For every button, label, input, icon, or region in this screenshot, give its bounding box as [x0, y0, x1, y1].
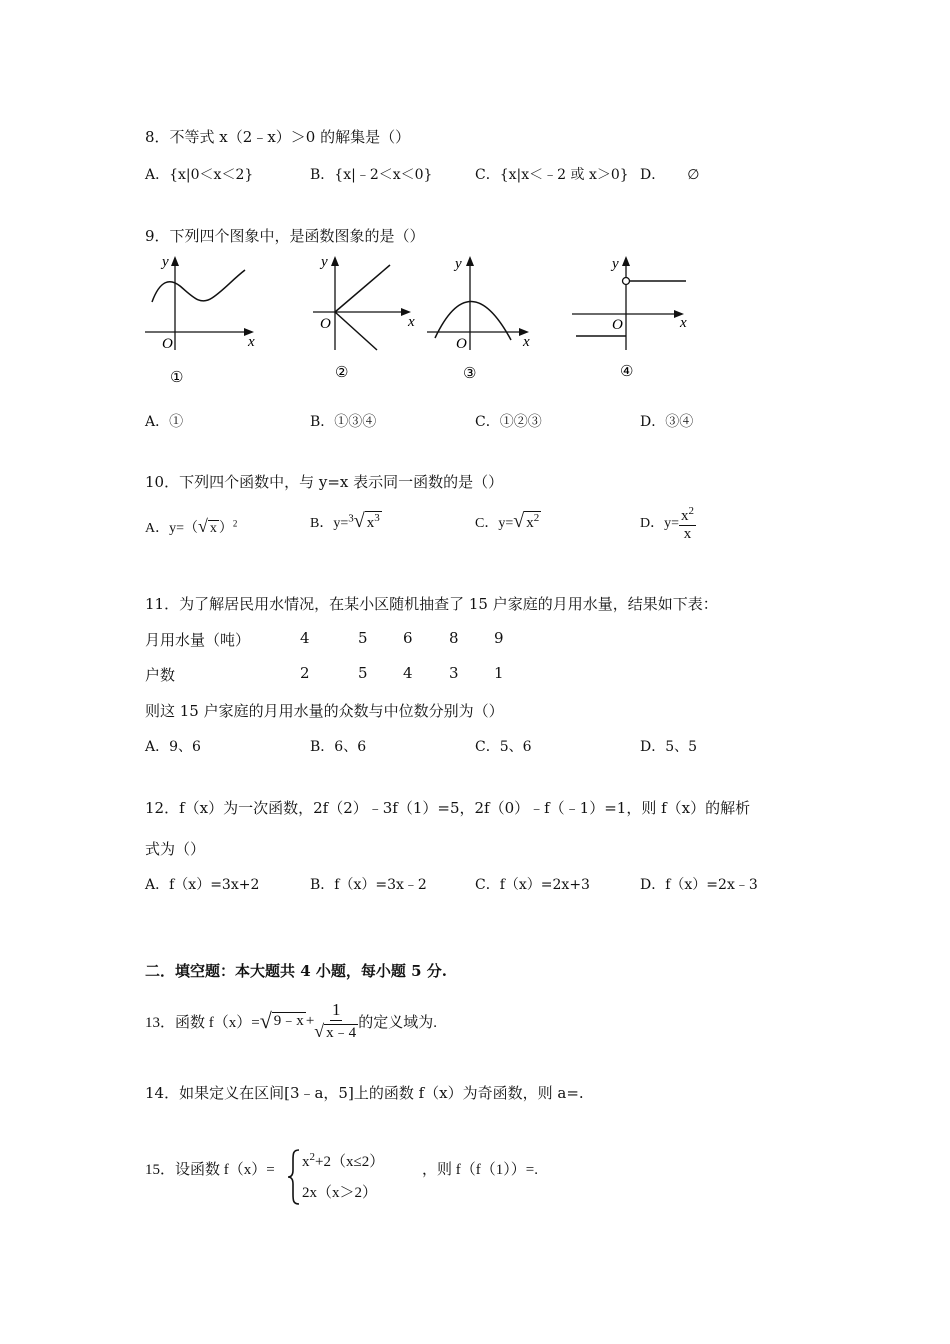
y-label: y: [455, 256, 462, 272]
origin-label: O: [456, 336, 467, 352]
table-row-2-label: 户数: [145, 666, 176, 684]
graph-number: ①: [170, 370, 184, 386]
q8-option-d: D． ∅: [640, 167, 700, 183]
table-cell: 9: [494, 629, 504, 647]
q12-option-d: D．f（x）=2x﹣3: [640, 877, 758, 893]
q15-pre: 15．设函数 f（x）=: [145, 1162, 275, 1178]
q9-graph-3: [425, 250, 545, 390]
upper-ray: [335, 265, 390, 312]
q15-case-2: 2x（x＞2）: [302, 1185, 378, 1201]
origin-label: O: [162, 336, 173, 352]
table-cell: 3: [449, 664, 459, 682]
y-arrow-icon: [171, 256, 179, 266]
table-cell: 5: [358, 629, 368, 647]
q15-case-1: $x^2+2(x\le 2)$: [302, 1151, 385, 1170]
table-cell: 8: [449, 629, 459, 647]
parabola: [435, 301, 511, 340]
x-label: x: [680, 315, 687, 331]
left-brace-icon: [286, 1148, 302, 1206]
q10-option-c: C．y=√ $x^2$: [475, 510, 540, 532]
x-label: x: [408, 314, 415, 330]
y-label: y: [321, 254, 328, 270]
q9-option-c: C．①②③: [475, 414, 542, 430]
y-label: y: [162, 254, 169, 270]
table-cell: 5: [358, 664, 368, 682]
x-label: x: [248, 334, 255, 350]
q12-option-a: A．f（x）=3x+2: [145, 877, 260, 893]
q11-option-b: B．6、6: [310, 739, 367, 755]
q10-option-b: B．y=$^3$√ $x^3$: [310, 510, 380, 532]
x-label: x: [523, 334, 530, 350]
origin-label: O: [320, 316, 331, 332]
q11-follow: 则这 15 户家庭的月用水量的众数与中位数分别为（）: [145, 702, 504, 720]
y-arrow-icon: [622, 256, 630, 266]
open-circle-icon: [623, 278, 630, 285]
q11-option-d: D．5、5: [640, 739, 698, 755]
q9-graph-2: [305, 250, 425, 390]
q10-option-a: A．y=（√ x ）$^2$: [145, 516, 238, 536]
table-cell: 6: [403, 629, 413, 647]
q12-option-b: B．f（x）=3x﹣2: [310, 877, 427, 893]
graph-number: ④: [620, 364, 634, 380]
q8-option-c: C．{x|x＜﹣2 或 x＞0}: [475, 167, 629, 183]
graph-number: ②: [335, 365, 349, 381]
q11-stem: 11．为了解居民用水情况，在某小区随机抽查了 15 户家庭的月用水量，结果如下表：: [145, 595, 718, 613]
q8-option-a: A．{x|0＜x＜2}: [145, 167, 254, 183]
q11-option-c: C．5、6: [475, 739, 532, 755]
table-cell: 4: [403, 664, 413, 682]
lower-ray: [335, 312, 377, 350]
q12-stem-line-1: 12．f（x）为一次函数，2f（2）﹣3f（1）=5，2f（0）﹣f（﹣1）=1，则 f（x）的解析: [145, 799, 751, 817]
q13: 13．函数 f（x）= √ 9﹣x + $\frac{1}{√ x﹣4}$ 的定义域为.: [145, 1000, 437, 1041]
table-cell: 1: [494, 664, 504, 682]
q8-stem: 8．不等式 x（2﹣x）＞0 的解集是（）: [145, 128, 411, 146]
table-cell: 4: [300, 629, 310, 647]
q9-graph-1: [140, 250, 260, 390]
q14-stem: 14．如果定义在区间[3﹣a，5]上的函数 f（x）为奇函数，则 a=.: [145, 1084, 584, 1102]
q9-option-b: B．①③④: [310, 414, 377, 430]
q9-graph-4: [570, 250, 700, 390]
q11-option-a: A．9、6: [145, 739, 201, 755]
q9-option-a: A．①: [145, 414, 184, 430]
q15-post: ，则 f（f（1））=.: [422, 1162, 538, 1178]
y-arrow-icon: [466, 256, 474, 266]
table-row-1-label: 月用水量（吨）: [145, 631, 251, 649]
y-label: y: [612, 256, 619, 272]
curve: [152, 270, 245, 302]
y-arrow-icon: [331, 256, 339, 266]
graph-number: ③: [463, 366, 477, 382]
q12-stem-line-2: 式为（）: [145, 840, 206, 858]
section-title: 二．填空题：本大题共 4 小题，每小题 5 分.: [145, 962, 447, 980]
q9-option-d: D．③④: [640, 414, 694, 430]
origin-label: O: [612, 317, 623, 333]
table-cell: 2: [300, 664, 310, 682]
q12-option-c: C．f（x）=2x+3: [475, 877, 590, 893]
q10-option-d: D．y= $\frac{x^2}{x}$: [640, 505, 695, 542]
q10-stem: 10．下列四个函数中，与 y=x 表示同一函数的是（）: [145, 473, 504, 491]
q8-option-b: B．{x|﹣2＜x＜0}: [310, 167, 433, 183]
q9-stem: 9．下列四个图象中，是函数图象的是（）: [145, 227, 425, 245]
